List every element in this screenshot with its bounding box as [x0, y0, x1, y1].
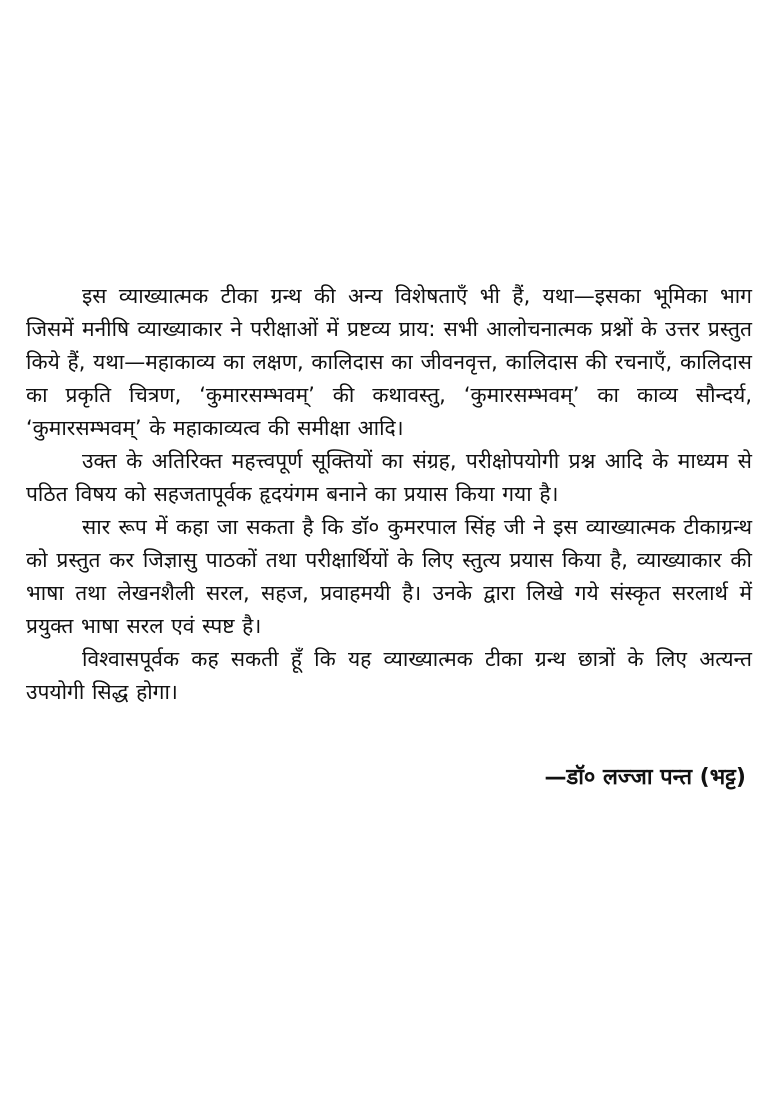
body-text: [26, 280, 752, 709]
paragraph-summary: सार रूप में कहा जा सकता है कि डॉ० कुमरपाल सिंह जी ने इस व्याख्यात्मक टीकाग्रन्थ को प्रस्तुत कर जिज्ञासु पाठकों तथा परीक्षार्थियों के लिए स्तुत्य प्रयास किया है, व्याख्याकार की भाषा तथा लेखनशैली सरल, सहज, प्रवाहमयी है। उनके द्वारा लिखे गये संस्कृत सरलार्थ में प्रयुक्त भाषा सरल एवं स्पष्ट है।: [26, 515, 752, 638]
paragraph-conclusion: विश्वासपूर्वक कह सकती हूँ कि यह व्याख्यात्मक टीका ग्रन्थ छात्रों के लिए अत्यन्त उपयोगी सिद्ध होगा।: [26, 647, 752, 704]
author-signature: —डॉ० लज्जा पन्त (भट्ट): [544, 765, 746, 790]
paragraph-additional: उक्त के अतिरिक्त महत्त्वपूर्ण सूक्तियों का संग्रह, परीक्षोपयोगी प्रश्न आदि के माध्यम से पठित विषय को सहजतापूर्वक हृदयंगम बनाने का प्रयास किया गया है।: [26, 449, 752, 506]
paragraph-features: इस व्याख्यात्मक टीका ग्रन्थ की अन्य विशेषताएँ भी हैं, यथा—इसका भूमिका भाग जिसमें मनीषि व्याख्याकार ने परीक्षाओं में प्रष्टव्य प्राय: सभी आलोचनात्मक प्रश्नों के उत्तर प्रस्तुत किये हैं, यथा—महाकाव्य का लक्षण, कालिदास का जीवनवृत्त, कालिदास की रचनाएँ, कालिदास का प्रकृति चित्रण, ‘कुमारसम्भवम्’ की कथावस्तु, ‘कुमारसम्भवम्’ का काव्य सौन्दर्य, ‘कुमारसम्भवम्’ के महाकाव्यत्व की समीक्षा आदि।: [26, 284, 752, 440]
